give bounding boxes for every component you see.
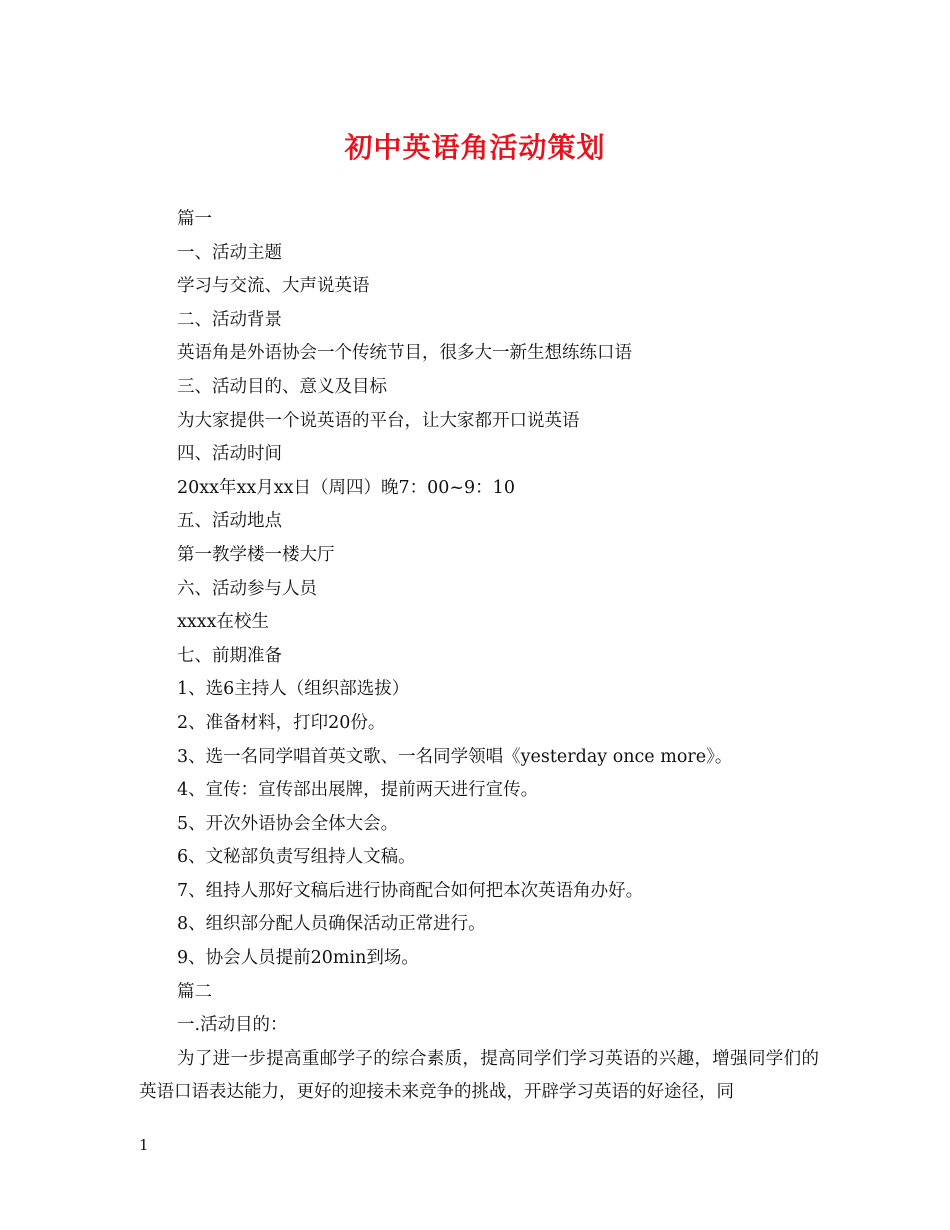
list-item: 7、组持人那好文稿后进行协商配合如何把本次英语角办好。 [177, 880, 644, 901]
list-item: 3、选一名同学唱首英文歌、一名同学领唱《yesterday once more》。 [177, 746, 733, 767]
heading-activity-goal: 一.活动目的： [177, 1015, 288, 1036]
list-item: 4、宣传：宣传部出展牌，提前两天进行宣传。 [177, 780, 539, 801]
text-activity-time: 20xx年xx月xx日（周四）晚7：00~9：10 [177, 477, 515, 498]
list-item: 8、组织部分配人员确保活动正常进行。 [177, 914, 486, 935]
heading-preparation: 七、前期准备 [177, 645, 282, 666]
heading-activity-location: 五、活动地点 [177, 511, 282, 532]
text-activity-location: 第一教学楼一楼大厅 [177, 544, 335, 565]
heading-activity-background: 二、活动背景 [177, 309, 282, 330]
list-item: 9、协会人员提前20min到场。 [177, 948, 419, 969]
list-item: 2、准备材料，打印20份。 [177, 712, 386, 733]
document-body [139, 203, 819, 1110]
document-title: 初中英语角活动策划 [344, 131, 606, 164]
heading-activity-time: 四、活动时间 [177, 444, 282, 465]
body-paragraph: 为了进一步提高重邮学子的综合素质，提高同学们学习英语的兴趣，增强同学们的英语口语表达能力，更好的迎接未来竞争的挑战，开辟学习英语的好途径，同 [139, 1048, 819, 1103]
heading-activity-purpose: 三、活动目的、意义及目标 [177, 376, 387, 397]
list-item: 6、文秘部负责写组持人文稿。 [177, 847, 416, 868]
section-heading-part-one: 篇一 [177, 209, 212, 229]
page-number: 1 [139, 1136, 149, 1154]
text-activity-participants: xxxx在校生 [177, 612, 269, 633]
heading-activity-theme: 一、活动主题 [177, 242, 282, 263]
list-item: 1、选6主持人（组织部选拔） [177, 679, 410, 700]
text-activity-purpose: 为大家提供一个说英语的平台，让大家都开口说英语 [177, 410, 580, 431]
list-item: 5、开次外语协会全体大会。 [177, 813, 399, 834]
text-activity-background: 英语角是外语协会一个传统节目，很多大一新生想练练口语 [177, 343, 632, 364]
section-heading-part-two: 篇二 [177, 981, 212, 1002]
heading-activity-participants: 六、活动参与人员 [177, 578, 317, 599]
text-activity-theme: 学习与交流、大声说英语 [177, 276, 370, 297]
